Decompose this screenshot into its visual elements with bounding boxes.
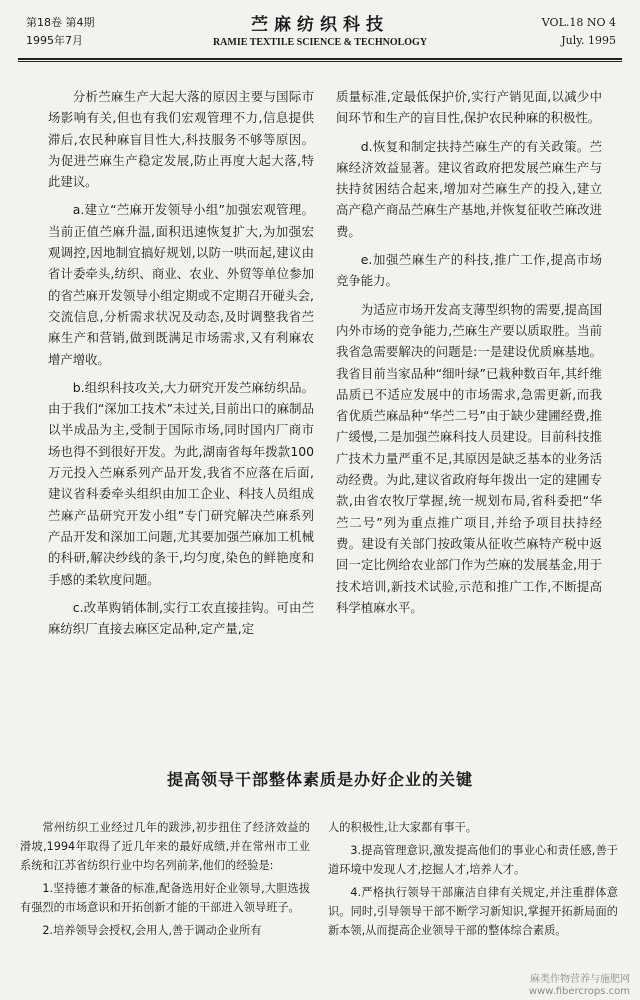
paragraph: 3.提高管理意识,激发提高他们的事业心和责任感,善于道环境中发现人才,挖掘人才,培养人才。 [328, 844, 618, 876]
article1-left-column [48, 86, 314, 646]
article2-left-column [20, 818, 310, 944]
paragraph: 为适应市场开发高支薄型织物的需要,提高国内外市场的竞争能力,苎麻生产要以质取胜。当前我省急需要解决的问题是:一是建设优质麻基地。我省目前当家品种“细叶绿”已栽种数百年,其纤维品质已不适应发展中的市场需求,急需更新,而我省优质苎麻品种“华苎二号”由于缺少建圃经费,推广缓慢,二是加强苎麻科技人员建设。目前科技推广技术力量严重不足,其原因是缺乏基本的业务活动经费。为此,建议省政府每年拨出一定的建圃专款,由省农牧厅掌握,统一规划布局,省科委把“华苎二号”列为重点推广项目,并给予项目扶持经费。建设有关部门按政策从征收苎麻特产税中返回一定比例给农业部门作为苎麻的发展基金,用于技术培训,新技术试验,示范和推广工作,不断提高科学植麻水平。 [336, 301, 602, 615]
paragraph: a.建立“苎麻开发领导小组”加强宏观管理。当前正值苎麻升温,面积迅速恢复扩大,为加强宏观调控,因地制宜搞好规划,以防一哄而起,建议由省计委牵头,纺织、商业、农业、外贸等单位参加的省苎麻开发领导小组定期或不定期召开碰头会,交流信息,分析需求状况及动态,及时调整我省苎麻生产和营销,做到既满足市场需求,又有利麻农增产增收。 [48, 202, 314, 367]
watermark-url: www.fibercrops.com [528, 986, 630, 997]
article2-title: 提高领导干部整体素质是办好企业的关键 [166, 770, 473, 789]
article2-right-column [328, 818, 618, 944]
paragraph: d.恢复和制定扶持苎麻生产的有关政策。苎麻经济效益显著。建议省政府把发展苎麻生产与扶持贫困结合起来,增加对苎麻生产的投入,建立高产稳产商品苎麻生产基地,并恢复征收苎麻改进费。 [336, 138, 602, 239]
date-cn: 1995年7月 [26, 34, 83, 47]
paragraph: 4.严格执行领导干部廉洁自律有关规定,并注重群体意识。同时,引导领导干部不断学习新知识,掌握开拓新局面的新本领,从而提高企业领导干部的整体综合素质。 [328, 886, 618, 937]
watermark [529, 974, 630, 998]
journal-title [180, 10, 460, 48]
paragraph: 1.坚持德才兼备的标准,配备选用好企业领导,大胆选拔有强烈的市场意识和开拓创新才能的干部进入领导班子。 [20, 882, 310, 914]
volume-issue-cn: 第18卷 第4期 [26, 16, 95, 29]
article1-right-column [336, 86, 602, 625]
paragraph: 2.培养领导会授权,会用人,善于调动企业所有 [42, 924, 262, 937]
volume-issue-en: VOL.18 NO 4 [541, 16, 616, 29]
header-left [26, 14, 95, 50]
journal-title-cn: 苎麻纺织科技 [251, 15, 389, 35]
paragraph: 人的积极性,让大家都有事干。 [328, 821, 477, 834]
header-right [542, 14, 616, 50]
paragraph: 常州纺织工业经过几年的跋涉,初步扭住了经济效益的滑坡,1994年取得了近几年来的最好成绩,并在常州市工业系统和江苏省纺织行业中均名列前茅,他们的经验是: [20, 821, 310, 872]
page-header [0, 0, 640, 60]
header-rule [18, 58, 622, 60]
paragraph: c.改革购销体制,实行工农直接挂钩。可由苎麻纺织厂直接去麻区定品种,定产量,定 [48, 599, 314, 637]
date-en: July. 1995 [561, 34, 616, 47]
watermark-site-name: 麻类作物营养与施肥网 [530, 974, 630, 985]
paragraph: b.组织科技攻关,大力研究开发苎麻纺织品。由于我们“深加工技术”未过关,目前出口的麻制品以半成品为主,受制于国际市场,同时国内厂商市场也得不到很好开发。为此,湖南省每年拨款100万元投入苎麻系列产品开发,我省不应落在后面,建议省科委牵头组织由加工企业、科技人员组成苎麻产品研究开发小组”专门研究解决苎麻系列产品开发和深加工问题,尤其要加强苎麻加工机械的科研,解决纱线的条干,均匀度,染色的鲜艳度和手感的柔软度问题。 [48, 379, 314, 587]
header-rule-thin [18, 61, 622, 62]
paragraph: e.加强苎麻生产的科技,推广工作,提高市场竞争能力。 [336, 252, 602, 289]
paragraph: 质量标准,定最低保护价,实行产销见面,以减少中间环节和生产的盲目性,保护农民种麻的积极性。 [336, 89, 602, 126]
journal-title-en: RAMIE TEXTILE SCIENCE & TECHNOLOGY [212, 37, 428, 48]
paragraph: 分析苎麻生产大起大落的原因主要与国际市场影响有关,但也有我们宏观管理不力,信息提供滞后,农民种麻盲目性大,科技服务不够等原因。为促进苎麻生产稳定发展,防止再度大起大落,特此建议。 [48, 89, 314, 190]
